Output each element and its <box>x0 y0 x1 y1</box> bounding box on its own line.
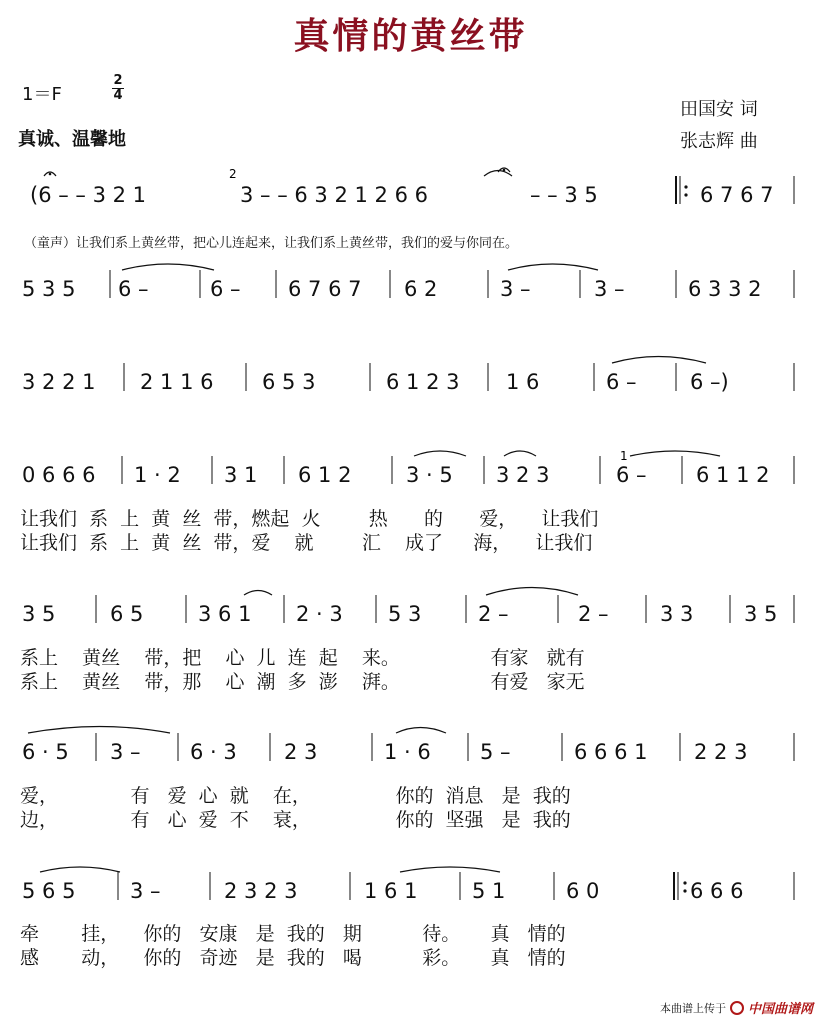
note-group: 6 – <box>606 370 637 394</box>
grace-mark: 2 <box>229 167 237 181</box>
lyric-line: 感 动， 你的 奇迹 是 我的 喝 彩。 真 情的 <box>20 947 566 969</box>
lyric-line: 边， 有 心 爱 不 衰， 你的 坚强 是 我的 <box>20 809 571 831</box>
footer <box>660 998 813 1017</box>
lyric-line: 系上 黄丝 带，把 心 儿 连 起 来。 有家 就有 <box>20 647 585 669</box>
note-group: 3 5 <box>22 602 56 626</box>
note-group: 3 6 1 <box>198 602 252 626</box>
note-group: 6 – <box>616 463 647 487</box>
note-group: 6 –) <box>690 370 729 394</box>
note-group: 6 – <box>118 277 149 301</box>
note-group: 0 6 6 6 <box>22 463 96 487</box>
page-title: 真情的黄丝带 <box>293 16 528 57</box>
lyric-line: 让我们 系 上 黄 丝 带，爱 就 汇 成了 海， 让我们 <box>20 532 593 554</box>
note-group: 1 · 2 <box>134 463 181 487</box>
note-group: 6 6 6 <box>690 879 744 903</box>
note-group: – – 3 5 <box>530 183 598 207</box>
note-group: 6 1 1 2 <box>696 463 770 487</box>
note-group: 6 6 6 1 <box>574 740 648 764</box>
tempo-marking: 真诚、温馨地 <box>18 129 126 150</box>
note-group: 6 0 <box>566 879 600 903</box>
footer-site[interactable]: 中国曲谱网 <box>747 1002 813 1017</box>
note-group: 6 – <box>210 277 241 301</box>
note-group: 6 2 <box>404 277 438 301</box>
note-group: 3 – <box>130 879 161 903</box>
note-group: 3 5 <box>744 602 778 626</box>
lyric-line: 爱， 有 爱 心 就 在， 你的 消息 是 我的 <box>20 785 571 807</box>
note-group: 6 · 3 <box>190 740 237 764</box>
note-group: 1 · 6 <box>384 740 431 764</box>
lyric-line: 让我们 系 上 黄 丝 带，燃起 火 热 的 爱， 让我们 <box>20 508 599 530</box>
lyric-line: 牵 挂， 你的 安康 是 我的 期 待。 真 情的 <box>20 923 566 945</box>
note-group: 6 7 6 7 <box>700 183 774 207</box>
key-label: 1＝F <box>22 84 62 105</box>
note-group: 3 2 2 1 <box>22 370 96 394</box>
note-group: 3 – <box>110 740 141 764</box>
note-group: 1 6 1 <box>364 879 418 903</box>
note-group: 2 3 <box>284 740 318 764</box>
note-group: 1 6 <box>506 370 540 394</box>
note-group: 3 – – 6 3 2 1 2 6 6 <box>240 183 428 207</box>
grace-mark: 1 <box>620 449 628 463</box>
note-group: 3 – <box>500 277 531 301</box>
intro-note: （童声）让我们系上黄丝带，把心儿连起来，让我们系上黄丝带，我们的爱与你同在。 <box>24 236 519 251</box>
note-group: 6 3 3 2 <box>688 277 762 301</box>
composer: 张志辉 曲 <box>680 131 758 152</box>
note-group: 6 · 5 <box>22 740 69 764</box>
note-group: 5 1 <box>472 879 506 903</box>
footer-prefix: 本曲谱上传于 <box>659 1001 726 1015</box>
lyrics <box>20 508 598 969</box>
note-group: 2 1 1 6 <box>140 370 214 394</box>
note-group: 6 5 3 <box>262 370 316 394</box>
note-group: 6 5 <box>110 602 144 626</box>
note-group: 6 7 6 7 <box>288 277 362 301</box>
site-logo-icon <box>730 1001 744 1015</box>
time-signature: 2 4 <box>113 73 123 103</box>
note-group: 2 2 3 <box>694 740 748 764</box>
note-group: 3 – <box>594 277 625 301</box>
note-group: 3 · 5 <box>406 463 453 487</box>
note-group: 2 3 2 3 <box>224 879 298 903</box>
note-group: 3 2 3 <box>496 463 550 487</box>
note-group: 3 1 <box>224 463 258 487</box>
note-group: 6 1 2 3 <box>386 370 460 394</box>
note-group: 5 3 <box>388 602 422 626</box>
note-group: 3 3 <box>660 602 694 626</box>
note-group: 5 3 5 <box>22 277 76 301</box>
lyricist: 田国安 词 <box>680 99 758 120</box>
note-group: 5 – <box>480 740 511 764</box>
note-group: 2 – <box>578 602 609 626</box>
note-group: 5 6 5 <box>22 879 76 903</box>
note-group: (6 – – 3 2 1 <box>30 183 147 207</box>
note-group: 2 · 3 <box>296 602 343 626</box>
lyric-line: 系上 黄丝 带，那 心 潮 多 澎 湃。 有爱 家无 <box>20 671 585 693</box>
note-group: 2 – <box>478 602 509 626</box>
note-group: 6 1 2 <box>298 463 352 487</box>
